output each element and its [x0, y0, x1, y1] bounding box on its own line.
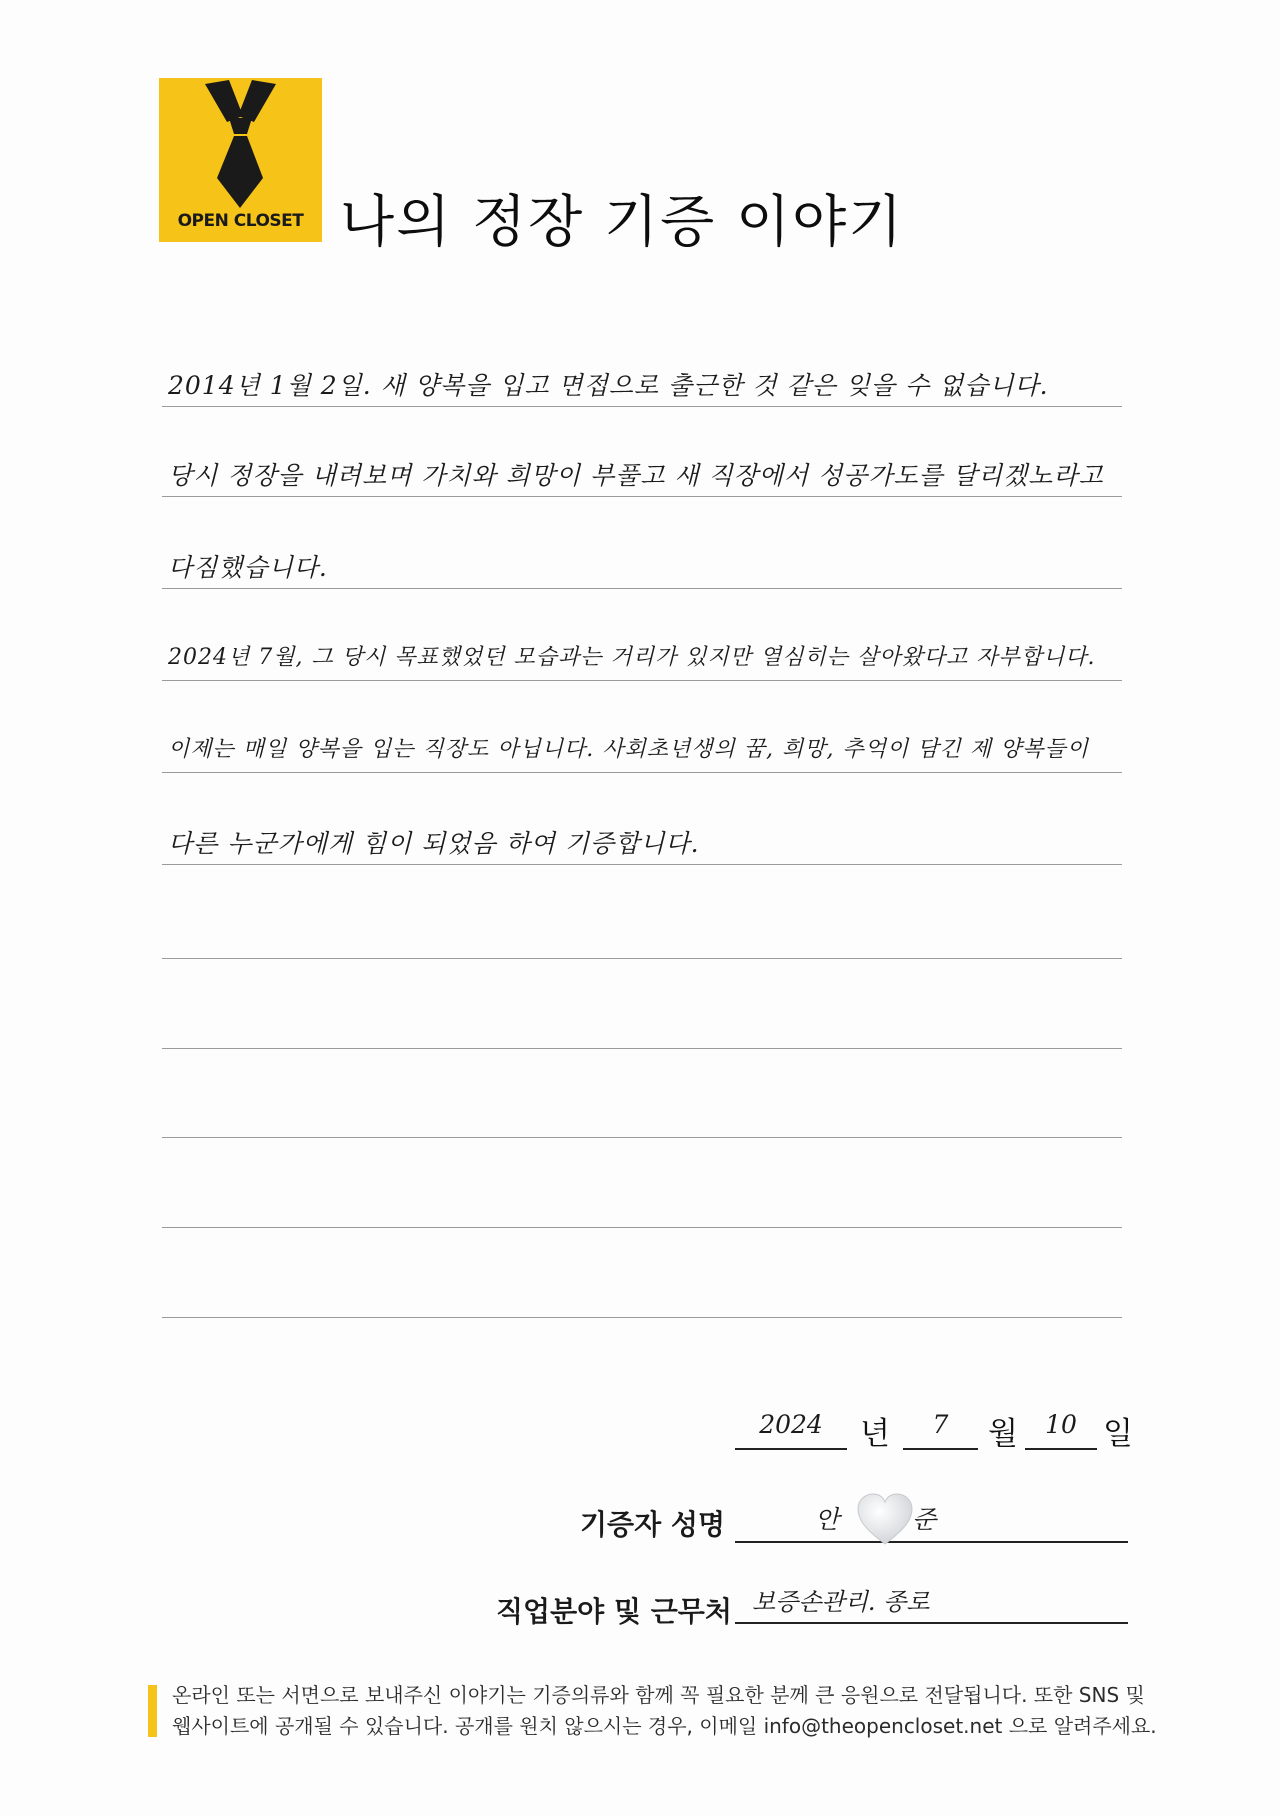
- date-year: 2024: [735, 1410, 847, 1450]
- ruled-line: [162, 958, 1122, 959]
- notice-accent-bar: [148, 1685, 157, 1737]
- ruled-line: [162, 864, 1122, 865]
- story-line-text: 다른 누군가에게 힘이 되었음 하여 기증합니다.: [168, 829, 700, 858]
- ruled-line: [162, 1048, 1122, 1049]
- date-month: 7: [903, 1410, 978, 1450]
- date-year-unit: 년: [860, 1416, 890, 1452]
- ruled-line: [162, 588, 1122, 589]
- donor-name-value: 안: [815, 1505, 840, 1534]
- ruled-line: [162, 1137, 1122, 1138]
- heart-icon: [856, 1492, 914, 1548]
- donor-name-value-end: 준: [912, 1505, 937, 1534]
- ruled-line: [162, 1227, 1122, 1228]
- date-month-unit: 월: [988, 1416, 1018, 1452]
- page-title: 나의 정장 기증 이야기: [340, 190, 905, 255]
- donor-name-line: [735, 1541, 1128, 1543]
- ruled-line: [162, 1317, 1122, 1318]
- date-day: 10: [1025, 1410, 1097, 1450]
- story-line-text: 2014년 1월 2일. 새 양복을 입고 면접으로 출근한 것 같은 잊을 수 없습니다.: [168, 371, 1049, 400]
- open-closet-logo: [159, 78, 322, 242]
- job-label: 직업분야 및 근무처: [496, 1595, 732, 1628]
- story-line-text: 당시 정장을 내려보며 가치와 희망이 부풀고 새 직장에서 성공가도를 달리겠노라고: [168, 461, 1104, 490]
- story-line-text: 다짐했습니다.: [168, 553, 328, 582]
- notice-line-2: 웹사이트에 공개될 수 있습니다. 공개를 원치 않으시는 경우, 이메일 info@theopencloset.net 으로 알려주세요.: [172, 1714, 1157, 1738]
- donor-name-label: 기증자 성명: [580, 1508, 725, 1541]
- ruled-line: [162, 496, 1122, 497]
- notice-line-1: 온라인 또는 서면으로 보내주신 이야기는 기증의류와 함께 꼭 필요한 분께 큰 응원으로 전달됩니다. 또한 SNS 및: [172, 1683, 1145, 1707]
- story-line-text: 이제는 매일 양복을 입는 직장도 아닙니다. 사회초년생의 꿈, 희망, 추억이 담긴 제 양복들이: [168, 737, 1089, 762]
- job-line: [735, 1622, 1128, 1624]
- logo-text: OPEN CLOSET: [177, 211, 304, 231]
- ruled-line: [162, 680, 1122, 681]
- ruled-line: [162, 406, 1122, 407]
- date-day-unit: 일: [1103, 1416, 1133, 1452]
- story-line-text: 2024년 7월, 그 당시 목표했었던 모습과는 거리가 있지만 열심히는 살아왔다고 자부합니다.: [168, 645, 1096, 670]
- ruled-line: [162, 772, 1122, 773]
- date-block: [735, 1410, 1135, 1460]
- job-value: 보증손관리. 종로: [752, 1588, 930, 1616]
- notice-text: [172, 1680, 1162, 1742]
